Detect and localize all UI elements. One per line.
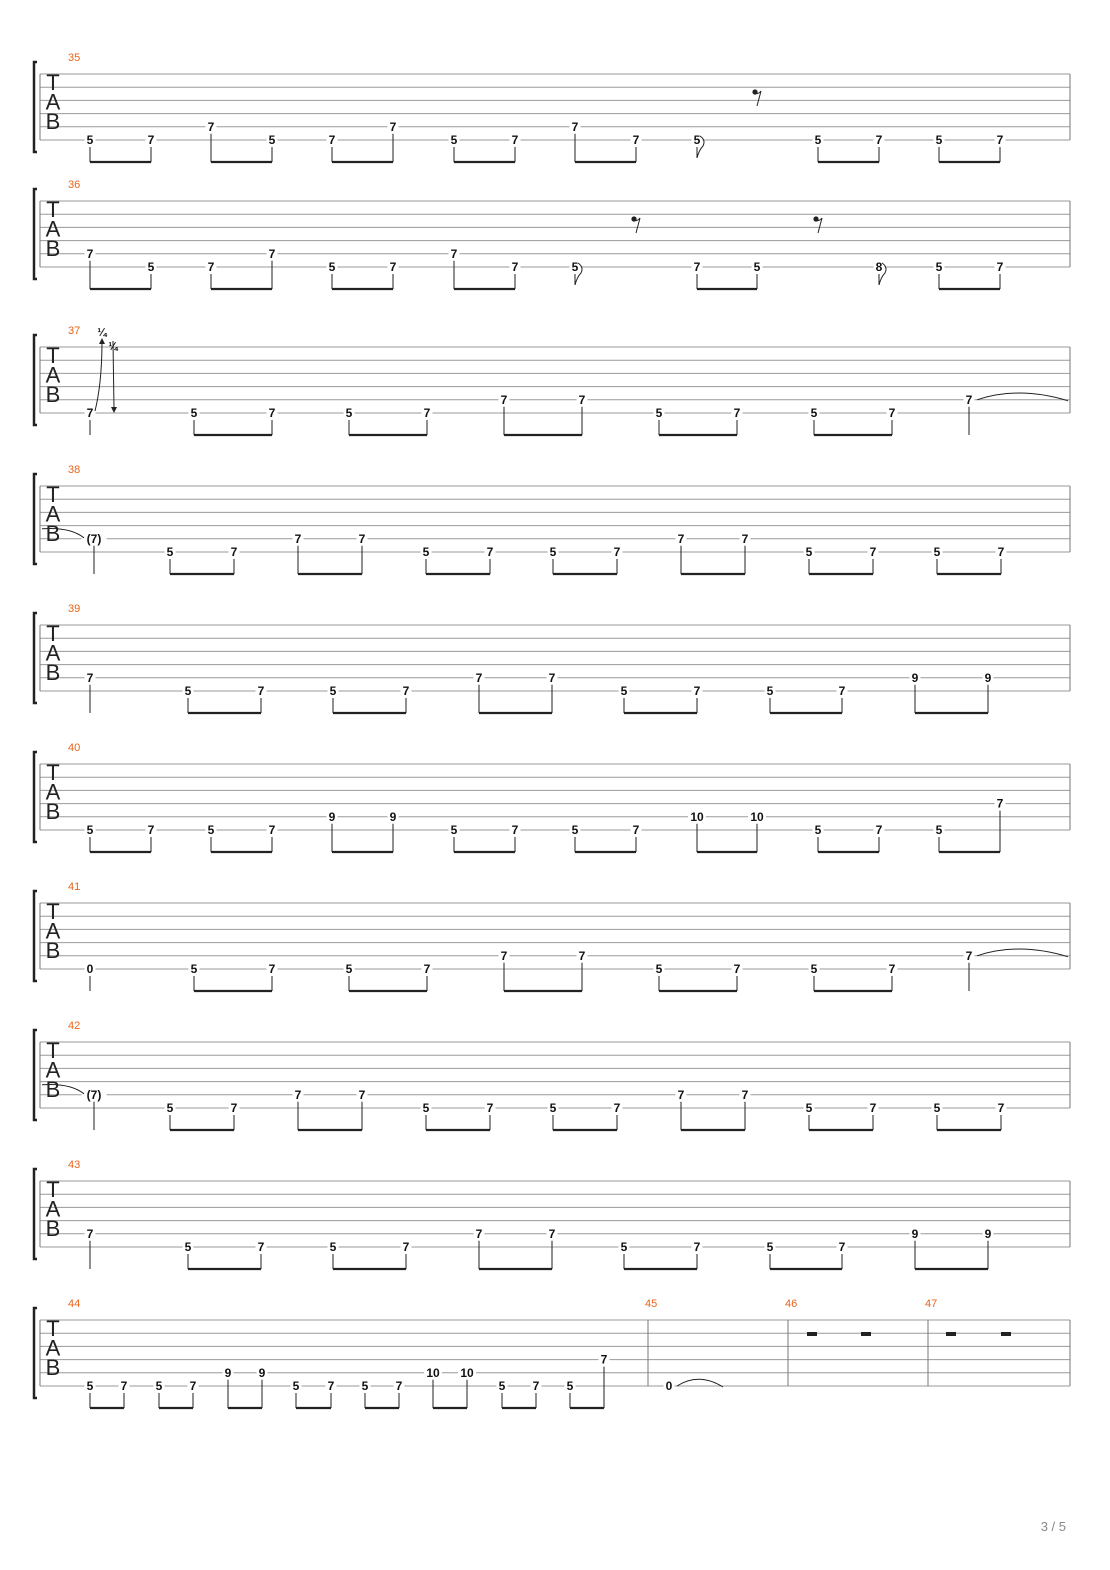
fret-number: 5 xyxy=(753,260,761,274)
fret-number: 5 xyxy=(422,545,430,559)
tab-system-38 xyxy=(34,464,1070,574)
measure-number: 46 xyxy=(785,1298,798,1310)
fret-number: 7 xyxy=(475,1226,483,1241)
fret-number: 5 xyxy=(329,684,337,698)
fret-number: 7 xyxy=(693,684,701,698)
fret-number: 7 xyxy=(389,260,397,274)
fret-number: 7 xyxy=(733,406,741,420)
fret-number: 9 xyxy=(984,1226,992,1241)
system-bracket xyxy=(34,613,37,703)
fret-number: 5 xyxy=(86,823,94,837)
fret-number: 7 xyxy=(632,133,640,147)
release-arrow-down xyxy=(111,407,117,413)
tab-clef-letter: B xyxy=(45,938,61,963)
fret-number: 7 xyxy=(693,1240,701,1254)
fret-number: 9 xyxy=(224,1365,232,1380)
fret-number: 5 xyxy=(86,133,94,147)
fret-number: 7 xyxy=(86,406,94,420)
tab-clef-letter: T xyxy=(46,1316,60,1341)
measure-number: 42 xyxy=(68,1020,81,1032)
fret-number: 5 xyxy=(498,1379,506,1393)
fret-number: 5 xyxy=(935,260,943,274)
tab-system-44 xyxy=(34,1298,1070,1408)
fret-number: 5 xyxy=(935,823,943,837)
measure-44 xyxy=(68,1298,610,1408)
eighth-rest xyxy=(632,218,640,233)
fret-number: 5 xyxy=(549,545,557,559)
fret-number: 7 xyxy=(257,1240,265,1254)
fret-number: 7 xyxy=(888,962,896,976)
fret-number: 7 xyxy=(838,1240,846,1254)
fret-number: 5 xyxy=(571,260,579,274)
fret-number: 5 xyxy=(207,823,215,837)
tab-clef-letter: T xyxy=(46,343,60,368)
fret-number: 7 xyxy=(500,392,508,407)
fret-number: 7 xyxy=(230,545,238,559)
fret-number: 5 xyxy=(655,962,663,976)
tab-system-37 xyxy=(34,325,1070,435)
fret-number: 7 xyxy=(86,246,94,261)
fret-number: 5 xyxy=(329,1240,337,1254)
tab-clef-letter: A xyxy=(45,89,61,115)
tab-system-36 xyxy=(34,179,1070,289)
measure-42 xyxy=(42,1020,1007,1130)
fret-number: 7 xyxy=(571,119,579,134)
fret-number: 5 xyxy=(693,133,701,147)
measure-37 xyxy=(68,325,1068,435)
measure-number: 40 xyxy=(68,742,81,754)
fret-number: 5 xyxy=(571,823,579,837)
tab-clef-letter: A xyxy=(45,1196,61,1222)
tab-clef-letter: T xyxy=(46,1177,60,1202)
fret-number: 9 xyxy=(389,809,397,824)
fret-number: 5 xyxy=(935,133,943,147)
fret-number: 5 xyxy=(268,133,276,147)
measure-number: 47 xyxy=(925,1298,938,1310)
fret-number: 7 xyxy=(875,823,883,837)
fret-number: 7 xyxy=(996,796,1004,811)
fret-number: 10 xyxy=(750,809,764,824)
eighth-rest xyxy=(814,218,822,233)
fret-number: 10 xyxy=(460,1365,474,1380)
measure-number: 38 xyxy=(68,464,81,476)
tab-clef-letter: T xyxy=(46,899,60,924)
fret-number: 5 xyxy=(292,1379,300,1393)
tab-clef-letter: B xyxy=(45,382,61,407)
fret-number: 7 xyxy=(997,1101,1005,1115)
tab-system-42 xyxy=(34,1020,1070,1130)
measure-number: 36 xyxy=(68,179,81,191)
fret-number: 5 xyxy=(86,1379,94,1393)
page-number: 3 / 5 xyxy=(1040,1519,1066,1534)
fret-number: 5 xyxy=(814,133,822,147)
tab-system-35 xyxy=(34,52,1070,162)
fret-number: 7 xyxy=(395,1379,403,1393)
measure-number: 43 xyxy=(68,1159,81,1171)
fret-number: (7) xyxy=(86,1087,102,1102)
fret-number: 5 xyxy=(655,406,663,420)
fret-number: 5 xyxy=(184,1240,192,1254)
measure-number: 39 xyxy=(68,603,81,615)
measure-number: 45 xyxy=(645,1298,658,1310)
fret-number: 7 xyxy=(207,260,215,274)
fret-number: 7 xyxy=(613,545,621,559)
fret-number: 7 xyxy=(450,246,458,261)
tab-clef-letter: T xyxy=(46,760,60,785)
half-rest xyxy=(1001,1332,1011,1336)
fret-number: 0 xyxy=(665,1379,673,1393)
fret-number: 7 xyxy=(532,1379,540,1393)
tab-clef-letter: B xyxy=(45,1355,61,1380)
tab-clef-letter: T xyxy=(46,482,60,507)
measure-number: 41 xyxy=(68,881,81,893)
fret-number: 5 xyxy=(810,406,818,420)
fret-number: 7 xyxy=(677,531,685,546)
fret-number: 5 xyxy=(155,1379,163,1393)
fret-number: 5 xyxy=(810,962,818,976)
measure-43 xyxy=(68,1159,994,1269)
fret-number: 7 xyxy=(268,823,276,837)
measure-number: 35 xyxy=(68,52,81,64)
system-bracket xyxy=(34,752,37,842)
fret-number: 7 xyxy=(875,133,883,147)
tab-clef-letter: A xyxy=(45,1335,61,1361)
fret-number: 5 xyxy=(184,684,192,698)
fret-number: 7 xyxy=(358,531,366,546)
fret-number: 9 xyxy=(911,670,919,685)
fret-number: 10 xyxy=(426,1365,440,1380)
fret-number: 5 xyxy=(450,133,458,147)
fret-number: 7 xyxy=(147,823,155,837)
fret-number: 9 xyxy=(984,670,992,685)
measure-38 xyxy=(42,464,1007,574)
fret-number: 5 xyxy=(345,962,353,976)
fret-number: 7 xyxy=(486,1101,494,1115)
fret-number: 7 xyxy=(578,948,586,963)
fret-number: 5 xyxy=(166,1101,174,1115)
tab-clef-letter: B xyxy=(45,799,61,824)
fret-number: 7 xyxy=(578,392,586,407)
fret-number: 7 xyxy=(997,545,1005,559)
fret-number: 7 xyxy=(230,1101,238,1115)
tab-clef-letter: A xyxy=(45,216,61,242)
system-bracket xyxy=(34,1308,37,1398)
tab-system-40 xyxy=(34,742,1070,852)
fret-number: 7 xyxy=(869,545,877,559)
measure-number: 37 xyxy=(68,325,81,337)
fret-number: 7 xyxy=(207,119,215,134)
tab-system-39 xyxy=(34,603,1070,713)
tab-clef-letter: B xyxy=(45,1216,61,1241)
fret-number: 7 xyxy=(402,684,410,698)
tab-clef-letter: B xyxy=(45,1077,61,1102)
fret-number: 7 xyxy=(548,670,556,685)
tab-clef-letter: T xyxy=(46,197,60,222)
fret-number: 7 xyxy=(402,1240,410,1254)
fret-number: (7) xyxy=(86,531,102,546)
fret-number: 7 xyxy=(511,133,519,147)
fret-number: 7 xyxy=(869,1101,877,1115)
fret-number: 7 xyxy=(294,1087,302,1102)
fret-number: 7 xyxy=(486,545,494,559)
fret-number: 5 xyxy=(147,260,155,274)
tab-clef-letter: A xyxy=(45,362,61,388)
fret-number: 5 xyxy=(361,1379,369,1393)
system-bracket xyxy=(34,335,37,425)
half-rest xyxy=(946,1332,956,1336)
fret-number: 5 xyxy=(766,1240,774,1254)
fret-number: 7 xyxy=(268,962,276,976)
fret-number: 7 xyxy=(86,670,94,685)
measure-41 xyxy=(68,881,1068,991)
fret-number: 9 xyxy=(328,809,336,824)
fret-number: 7 xyxy=(693,260,701,274)
fret-number: 7 xyxy=(965,392,973,407)
fret-number: 5 xyxy=(566,1379,574,1393)
fret-number: 7 xyxy=(965,948,973,963)
bend-amount-label: ¼ xyxy=(97,327,107,339)
fret-number: 7 xyxy=(358,1087,366,1102)
fret-number: 5 xyxy=(805,545,813,559)
fret-number: 7 xyxy=(257,684,265,698)
system-bracket xyxy=(34,1169,37,1259)
system-bracket xyxy=(34,1030,37,1120)
release-amount-label: ¼ xyxy=(108,341,118,353)
tab-clef-letter: A xyxy=(45,501,61,527)
fret-number: 5 xyxy=(450,823,458,837)
fret-number: 0 xyxy=(86,962,94,976)
half-rest xyxy=(861,1332,871,1336)
tab-clef-letter: T xyxy=(46,1038,60,1063)
fret-number: 5 xyxy=(620,1240,628,1254)
fret-number: 7 xyxy=(500,948,508,963)
fret-number: 7 xyxy=(423,406,431,420)
fret-number: 7 xyxy=(268,406,276,420)
fret-number: 7 xyxy=(600,1352,608,1367)
system-bracket xyxy=(34,474,37,564)
fret-number: 5 xyxy=(345,406,353,420)
fret-number: 7 xyxy=(389,119,397,134)
bend-curve xyxy=(95,341,102,411)
fret-number: 7 xyxy=(475,670,483,685)
tab-clef-letter: B xyxy=(45,109,61,134)
tab-clef-letter: B xyxy=(45,660,61,685)
fret-number: 10 xyxy=(690,809,704,824)
tab-clef-letter: B xyxy=(45,236,61,261)
system-bracket xyxy=(34,891,37,981)
fret-number: 5 xyxy=(766,684,774,698)
tab-clef-letter: A xyxy=(45,779,61,805)
fret-number: 7 xyxy=(147,133,155,147)
fret-number: 7 xyxy=(677,1087,685,1102)
fret-number: 7 xyxy=(120,1379,128,1393)
measure-40 xyxy=(68,742,1006,852)
tab-clef-letter: A xyxy=(45,918,61,944)
measure-35 xyxy=(68,52,1006,162)
fret-number: 5 xyxy=(814,823,822,837)
fret-number: 5 xyxy=(620,684,628,698)
fret-number: 7 xyxy=(328,133,336,147)
fret-number: 5 xyxy=(190,406,198,420)
fret-number: 9 xyxy=(911,1226,919,1241)
fret-number: 7 xyxy=(733,962,741,976)
fret-number: 7 xyxy=(423,962,431,976)
fret-number: 7 xyxy=(888,406,896,420)
fret-number: 9 xyxy=(258,1365,266,1380)
fret-number: 7 xyxy=(996,133,1004,147)
fret-number: 7 xyxy=(86,1226,94,1241)
half-rest xyxy=(807,1332,817,1336)
fret-number: 7 xyxy=(294,531,302,546)
measure-45 xyxy=(645,1298,723,1393)
tab-clef-letter: T xyxy=(46,621,60,646)
fret-number: 5 xyxy=(933,545,941,559)
fret-number: 7 xyxy=(741,1087,749,1102)
fret-number: 7 xyxy=(741,531,749,546)
fret-number: 7 xyxy=(613,1101,621,1115)
fret-number: 5 xyxy=(422,1101,430,1115)
measure-39 xyxy=(68,603,994,713)
fret-number: 7 xyxy=(327,1379,335,1393)
fret-number: 5 xyxy=(549,1101,557,1115)
tab-clef-letter: T xyxy=(46,70,60,95)
fret-number: 8 xyxy=(875,260,883,274)
measure-36 xyxy=(68,179,1006,289)
fret-number: 7 xyxy=(189,1379,197,1393)
fret-number: 7 xyxy=(838,684,846,698)
fret-number: 5 xyxy=(933,1101,941,1115)
eighth-rest xyxy=(753,91,761,106)
tab-system-41 xyxy=(34,881,1070,991)
tab-system-43 xyxy=(34,1159,1070,1269)
fret-number: 7 xyxy=(268,246,276,261)
fret-number: 7 xyxy=(632,823,640,837)
fret-number: 5 xyxy=(805,1101,813,1115)
tab-clef-letter: B xyxy=(45,521,61,546)
fret-number: 7 xyxy=(511,823,519,837)
fret-number: 7 xyxy=(511,260,519,274)
fret-number: 7 xyxy=(996,260,1004,274)
tab-clef-letter: A xyxy=(45,640,61,666)
fret-number: 5 xyxy=(328,260,336,274)
measure-number: 44 xyxy=(68,1298,81,1310)
fret-number: 5 xyxy=(166,545,174,559)
fret-number: 7 xyxy=(548,1226,556,1241)
system-bracket xyxy=(34,189,37,279)
tab-clef-letter: A xyxy=(45,1057,61,1083)
system-bracket xyxy=(34,62,37,152)
fret-number: 5 xyxy=(190,962,198,976)
